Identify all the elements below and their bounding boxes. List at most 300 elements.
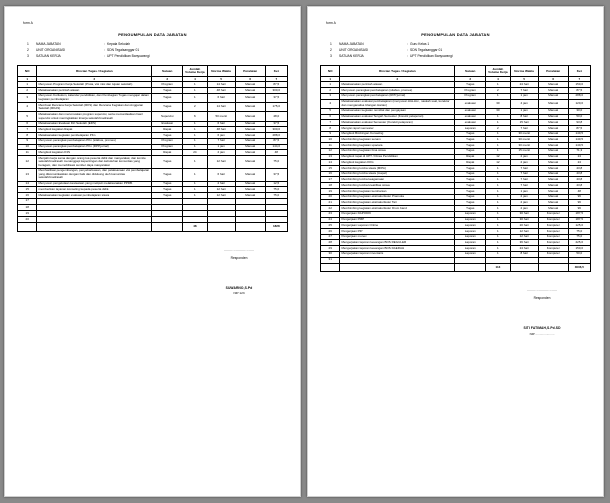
- meta-row-satuan-kerja: [27, 55, 288, 58]
- cell-peralatan: Manual: [538, 88, 568, 94]
- data-table-left: [17, 65, 288, 231]
- cell-norma: 7 hari: [510, 88, 538, 94]
- cell-peralatan: Manual: [538, 154, 568, 160]
- signature-dateline: ............................: [526, 287, 558, 292]
- cell-peralatan: Manual: [235, 181, 265, 187]
- cell-volume: 1: [183, 144, 207, 150]
- cell-ket: 43,8: [568, 171, 590, 177]
- meta-label: NAMA JABATAN: [36, 42, 61, 46]
- cell-satuan: Laporan: [455, 246, 486, 252]
- cell-peralatan: Manual: [235, 155, 265, 168]
- signature-role: Responden: [230, 255, 248, 260]
- cell-no: 24: [321, 217, 340, 223]
- table-total-row: [18, 223, 288, 231]
- total-ket: 3036,5: [568, 263, 590, 271]
- document-page-left: [4, 6, 301, 497]
- cell-no: 1: [18, 82, 37, 88]
- total-vol: 113: [486, 263, 510, 271]
- cell-no: 21: [321, 200, 340, 206]
- cell-peralatan: Manual: [235, 144, 265, 150]
- table-row: [18, 112, 288, 121]
- meta-value-nama-jabatan: Guru Kelas 1: [410, 42, 430, 46]
- col-header-no: NO: [321, 66, 340, 77]
- cell-description: Membuat Rencana Kerja Sekolah (RKS) dan Rencana Kegiatan dan Anggaran Sekolah (RKAS): [37, 103, 152, 112]
- cell-ket: 140,5: [568, 143, 590, 149]
- cell-ket: 87,5: [568, 88, 590, 94]
- cell-satuan: Tugas: [455, 143, 486, 149]
- cell-description: Membimbing kegiatan upacara: [340, 143, 455, 149]
- cell-volume: 1: [486, 183, 510, 189]
- cell-volume: 1: [486, 223, 510, 229]
- cell-satuan: Program: [455, 93, 486, 99]
- cell-ket: 96: [568, 200, 590, 206]
- cell-ket: 187,5: [568, 217, 590, 223]
- cell-satuan: Program: [455, 88, 486, 94]
- cell-norma: 6 hari: [207, 121, 235, 127]
- cell-description: Menyusun pengelolaan kesiswaan yang meliputi melaksanakan PPDB.: [37, 181, 152, 187]
- cell-peralatan: Manual: [538, 206, 568, 212]
- cell-no: 7: [321, 120, 340, 126]
- cell-description: Membimbing kegiatan ekstrakurikuler Tari: [340, 200, 455, 206]
- cell-ket: 24: [568, 154, 590, 160]
- cell-description: Melaksanakan kegiatan remidial dan pengayaan: [340, 108, 455, 114]
- cell-ket: 150,0: [568, 246, 590, 252]
- cell-description: Pengerjaan DAPODIK: [340, 211, 455, 217]
- cell-satuan: Tugas: [455, 171, 486, 177]
- total-satuan: [455, 263, 486, 271]
- col-num-2: 2: [37, 77, 152, 82]
- cell-ket: 50,0: [568, 114, 590, 120]
- cell-description: memberikan layanan konseling kepada peserta didik.: [37, 187, 152, 193]
- cell-ket: 75,0: [265, 155, 287, 168]
- cell-satuan: Tugas: [455, 166, 486, 172]
- cell-satuan: Laporan: [455, 217, 486, 223]
- col-num-4: 4: [183, 77, 207, 82]
- cell-description: Melaksanakan dan merumuskan program supervisi, serta memanfaatkan hasil supervisi untuk meningkatkan kinerja sekolah/madrasah: [37, 112, 152, 121]
- cell-satuan: evaluasi: [455, 120, 486, 126]
- cell-ket: 37,5: [265, 93, 287, 102]
- cell-description: Mengikuti kegiatan K3S: [37, 150, 152, 156]
- cell-peralatan: Manual: [538, 194, 568, 200]
- cell-description: Melaksanakan perintah atasan: [340, 82, 455, 88]
- cell-no: 9: [18, 138, 37, 144]
- cell-satuan: Laporan: [455, 126, 486, 132]
- cell-peralatan: Komputer: [538, 246, 568, 252]
- cell-no: 3: [321, 93, 340, 99]
- cell-satuan: Tugas: [455, 206, 486, 212]
- cell-volume: 1: [486, 217, 510, 223]
- meta-label: UNIT ORGANISASI: [339, 47, 369, 52]
- cell-volume: 1: [183, 82, 207, 88]
- cell-norma: 1 jam: [207, 144, 235, 150]
- cell-no: 9: [321, 131, 340, 137]
- signature-dateline: ............................: [223, 247, 255, 252]
- cell-satuan: evaluasi: [455, 108, 486, 114]
- cell-satuan: Laporan: [455, 251, 486, 257]
- cell-peralatan: Manual: [538, 188, 568, 194]
- cell-ket: 43,8: [568, 177, 590, 183]
- cell-peralatan: Manual: [538, 93, 568, 99]
- cell-peralatan: Komputer: [538, 223, 568, 229]
- table-row: [18, 168, 288, 181]
- cell-norma: 7 hari: [510, 166, 538, 172]
- cell-volume: 1: [486, 177, 510, 183]
- cell-norma: 20 hari: [510, 223, 538, 229]
- meta-block-left: [27, 43, 288, 58]
- cell-peralatan: Manual: [235, 150, 265, 156]
- cell-norma: 30 hari: [510, 217, 538, 223]
- table-row: [321, 99, 591, 108]
- cell-no: 4: [321, 99, 340, 108]
- col-num-6: 6: [235, 77, 265, 82]
- col-num-5: 5: [510, 77, 538, 82]
- cell-description: Menyusun Kurikulum, kalender pendidikan, dan Pembagian Tugas mengajar dalam kegiatan pembelajaran: [37, 93, 152, 102]
- cell-no: 26: [321, 228, 340, 234]
- meta-colon: :: [407, 42, 408, 46]
- cell-volume: 24: [183, 150, 207, 156]
- meta-colon: :: [104, 47, 105, 52]
- meta-value-satuan-kerja: UPT Pendidikan Banyuwangi: [410, 53, 453, 58]
- cell-norma: 24 hari: [510, 246, 538, 252]
- cell-norma: 2 jam: [510, 194, 538, 200]
- cell-volume: 2: [486, 126, 510, 132]
- cell-no: 5: [321, 108, 340, 114]
- cell-description: Membimbing kegiatan senam: [340, 137, 455, 143]
- cell-no: 20: [18, 217, 37, 223]
- cell-peralatan: Manual: [538, 177, 568, 183]
- cell-no: 23: [321, 211, 340, 217]
- cell-description: Melaksanakan evaluasi pembelajaran (menyusun kiisi-kisi , naskah soal, korektor dan menganalisa Ulangan Harian): [340, 99, 455, 108]
- cell-no: 25: [321, 223, 340, 229]
- meta-row-satuan-kerja: [330, 55, 591, 58]
- meta-colon: :: [104, 42, 105, 46]
- cell-no: 16: [321, 171, 340, 177]
- col-header-desc: Rincian Tugas / Kegiatan: [340, 66, 455, 77]
- cell-description: Melaksanakan evaluasi Semester (Korektr,pelaporan): [340, 120, 455, 126]
- cell-satuan: Tugas: [455, 131, 486, 137]
- cell-norma: 2 jam: [510, 160, 538, 166]
- cell-peralatan: Manual: [538, 200, 568, 206]
- meta-index: 2: [330, 47, 332, 52]
- cell-norma: 12 hari: [510, 234, 538, 240]
- cell-peralatan: Manual: [538, 114, 568, 120]
- cell-norma: 2 hari: [207, 181, 235, 187]
- cell-satuan: Tugas: [152, 103, 183, 112]
- cell-ket: 288,0: [265, 133, 287, 139]
- cell-volume: 1: [183, 168, 207, 181]
- cell-volume: 1: [183, 127, 207, 133]
- cell-satuan: evaluasi: [455, 99, 486, 108]
- cell-description: Membimbing lomba siswa (mapel): [340, 171, 455, 177]
- cell-satuan: Tugas: [455, 177, 486, 183]
- cell-norma: 12 hari: [207, 192, 235, 198]
- cell-ket: 125,0: [568, 223, 590, 229]
- cell-satuan: Laporan: [455, 240, 486, 246]
- cell-description: Mengikuti rapat di UPT / Dinas Pendidikan: [340, 154, 455, 160]
- table-row: [18, 103, 288, 112]
- cell-no: 15: [321, 166, 340, 172]
- cell-ket: 50,0: [568, 251, 590, 257]
- cell-norma: 14 hari: [207, 82, 235, 88]
- signature-nip-left: NIP 123: [233, 291, 245, 296]
- cell-volume: 1: [486, 240, 510, 246]
- cell-ket: 48: [568, 188, 590, 194]
- cell-satuan: Tugas: [152, 155, 183, 168]
- cell-no: 10: [321, 137, 340, 143]
- cell-norma: 6 hari: [207, 93, 235, 102]
- cell-satuan: Rapat: [152, 150, 183, 156]
- meta-value-satuan-kerja: UPT Pendidikan Banyuwangi: [107, 53, 150, 58]
- meta-value-unit-organisasi: SDN Tegalsanggar 01: [107, 47, 140, 52]
- cell-satuan: Rapat: [455, 160, 486, 166]
- cell-volume: 1: [486, 114, 510, 120]
- cell-no: 31: [321, 257, 340, 263]
- cell-description: Menjalin kerja sama dengan orang tua peserta didik dan masyarakat, dan komite sekolah/madrasah menanggapi kepentingan dan kebutuhan komunitas yang beragam, dan memobilisasi sumber daya masyarakat: [37, 155, 152, 168]
- cell-no: 6: [18, 121, 37, 127]
- cell-satuan: Tugas: [152, 181, 183, 187]
- cell-peralatan: Komputer: [538, 234, 568, 240]
- cell-ket: 87,5: [265, 82, 287, 88]
- col-header-satuan: Satuan: [152, 66, 183, 77]
- cell-no: 11: [18, 150, 37, 156]
- cell-peralatan: Manual: [235, 127, 265, 133]
- cell-description: Membimbing lomba kreatifitas siswa: [340, 183, 455, 189]
- cell-peralatan: Manual: [538, 126, 568, 132]
- cell-no: 17: [18, 198, 37, 204]
- cell-norma: 12 hari: [207, 187, 235, 193]
- cell-norma: 6 jam: [207, 133, 235, 139]
- cell-peralatan: Manual: [538, 82, 568, 88]
- cell-satuan: Tugas: [152, 93, 183, 102]
- col-header-volume: Jumlah Volume Kerja: [183, 66, 207, 77]
- cell-volume: 12: [486, 160, 510, 166]
- cell-satuan: Laporan: [455, 234, 486, 240]
- cell-satuan: Rapat: [152, 127, 183, 133]
- cell-volume: 1: [486, 251, 510, 257]
- cell-volume: 1: [486, 206, 510, 212]
- cell-peralatan: Manual: [538, 137, 568, 143]
- meta-index: 2: [27, 47, 29, 52]
- cell-norma: 30 menit: [510, 131, 538, 137]
- cell-satuan: evaluasi: [455, 114, 486, 120]
- cell-peralatan: Manual: [235, 192, 265, 198]
- cell-satuan: Laporan: [455, 223, 486, 229]
- cell-norma: 4 jam: [510, 99, 538, 108]
- cell-volume: 1: [486, 228, 510, 234]
- cell-no: 18: [321, 183, 340, 189]
- cell-norma: 48 hari: [207, 127, 235, 133]
- cell-ket: 140,5: [568, 131, 590, 137]
- col-num-2: 2: [340, 77, 455, 82]
- data-table-right: [320, 65, 591, 272]
- cell-no: 13: [18, 168, 37, 181]
- cell-volume: 1: [183, 187, 207, 193]
- cell-ket: 140,5: [568, 137, 590, 143]
- signature-nip-right: NIP ......................: [529, 331, 555, 336]
- cell-no: 3: [18, 93, 37, 102]
- cell-ket: 87,5: [265, 138, 287, 144]
- meta-row-nama-jabatan: [27, 43, 288, 46]
- cell-no: 1: [321, 82, 340, 88]
- cell-ket: 120,0: [568, 99, 590, 108]
- cell-satuan: Tugas: [455, 200, 486, 206]
- meta-value-unit-organisasi: SDN Tegalsanggar 01: [410, 47, 443, 52]
- cell-peralatan: Manual: [235, 93, 265, 102]
- col-header-peralatan: Peralatan: [538, 66, 568, 77]
- cell-ket: 37,5: [265, 121, 287, 127]
- cell-no: 13: [321, 154, 340, 160]
- col-header-ket: Ket: [568, 66, 590, 77]
- cell-no: 30: [321, 251, 340, 257]
- cell-norma: 15 hari: [510, 120, 538, 126]
- cell-peralatan: Manual: [235, 103, 265, 112]
- col-header-satuan: Satuan: [455, 66, 486, 77]
- cell-no: 15: [18, 187, 37, 193]
- cell-no: 12: [321, 148, 340, 154]
- cell-description: Membimbing kegiatan ekstrakurikuler Drum band: [340, 206, 455, 212]
- cell-volume: 1: [486, 137, 510, 143]
- cell-description: Membimbing kegiatan bina siswa: [340, 148, 455, 154]
- cell-ket: 75,0: [265, 192, 287, 198]
- cell-no: 12: [18, 155, 37, 168]
- total-no: [321, 263, 340, 271]
- cell-peralatan: Manual: [235, 168, 265, 181]
- form-tag-left: form A: [23, 21, 33, 25]
- col-num-1: 1: [321, 77, 340, 82]
- page-title-left: PENGUMPULAN DATA JABATAN: [118, 32, 187, 37]
- cell-description: Memfasilitasi pengembangan, penyebarluasan, dan pelaksanaan visi pembelajaran yang dikomunikasikan dengan baik dan didukung oleh komunitas sekolah/madrasah: [37, 168, 152, 181]
- cell-norma: 8 hari: [510, 251, 538, 257]
- cell-norma: 7 hari: [510, 126, 538, 132]
- cell-norma: 2 jam: [207, 150, 235, 156]
- col-header-volume: Jumlah Volume Kerja: [486, 66, 510, 77]
- meta-index: 3: [27, 53, 29, 58]
- cell-peralatan: Manual: [538, 183, 568, 189]
- cell-volume: 1: [183, 121, 207, 127]
- cell-volume: 1: [486, 246, 510, 252]
- meta-label: SATUAN KERJA: [339, 53, 364, 58]
- cell-peralatan: Manual: [538, 148, 568, 154]
- cell-description: Membimbing lomba keagamaan: [340, 177, 455, 183]
- cell-ket: 75,0: [568, 234, 590, 240]
- form-tag-right: form A: [326, 21, 336, 25]
- col-num-5: 5: [207, 77, 235, 82]
- cell-ket: 48,0: [265, 112, 287, 121]
- cell-peralatan: Manual: [538, 131, 568, 137]
- cell-satuan: Tugas: [152, 187, 183, 193]
- cell-satuan: Tugas: [455, 137, 486, 143]
- cell-satuan: Tugas: [455, 194, 486, 200]
- cell-volume: 1: [486, 131, 510, 137]
- document-page-right: [307, 6, 604, 497]
- cell-description: Mengerjakan laporan keuangan BOS REGULER: [340, 240, 455, 246]
- cell-ket: 75,0: [265, 187, 287, 193]
- cell-ket: 87,5: [568, 126, 590, 132]
- cell-volume: 6: [183, 112, 207, 121]
- cell-description: Mengisi raport semester: [340, 126, 455, 132]
- col-num-4: 4: [486, 77, 510, 82]
- cell-norma: 36 hari: [510, 240, 538, 246]
- cell-volume: 1: [183, 93, 207, 102]
- cell-volume: 1: [486, 143, 510, 149]
- cell-description: Melaksanakan Evaluasi Diri Sekolah (EDS): [37, 121, 152, 127]
- cell-description: Mengikuti Bimbingan Konseling: [340, 131, 455, 137]
- table-header-row: [18, 66, 288, 77]
- cell-ket: 150,0: [568, 82, 590, 88]
- cell-ket: 75,0: [568, 228, 590, 234]
- cell-volume: 30: [486, 108, 510, 114]
- cell-volume: 1: [486, 200, 510, 206]
- cell-no: 10: [18, 144, 37, 150]
- cell-norma: 30 menit: [510, 143, 538, 149]
- cell-norma: 50 menit: [207, 112, 235, 121]
- meta-value-nama-jabatan: Kepala Sekolah: [107, 42, 131, 46]
- cell-norma: 14 hari: [207, 103, 235, 112]
- cell-no: 14: [321, 160, 340, 166]
- meta-index: 1: [330, 42, 332, 46]
- cell-ket: 225,0: [568, 240, 590, 246]
- signature-role: Responden: [533, 295, 551, 300]
- cell-no: 27: [321, 234, 340, 240]
- cell-volume: 1: [183, 88, 207, 94]
- col-header-norma: Norma Waktu: [510, 66, 538, 77]
- cell-satuan: Rapat: [455, 154, 486, 160]
- cell-no: 19: [18, 211, 37, 217]
- signature-block-right: [320, 288, 591, 336]
- table-row: [18, 93, 288, 102]
- cell-ket: 175,0: [265, 103, 287, 112]
- cell-peralatan: Manual: [538, 166, 568, 172]
- total-ket: 1828: [265, 223, 287, 231]
- cell-norma: 2 jam: [510, 154, 538, 160]
- cell-volume: 1: [486, 171, 510, 177]
- cell-satuan: Program: [152, 138, 183, 144]
- col-num-3: 3: [455, 77, 486, 82]
- meta-row-nama-jabatan: [330, 43, 591, 46]
- meta-label: SATUAN KERJA: [36, 53, 61, 58]
- cell-description: Melaksanakan evaluasi Tengah Semester (Korektr,pelaporan): [340, 114, 455, 120]
- cell-peralatan: Manual: [538, 99, 568, 108]
- cell-peralatan: Manual: [235, 121, 265, 127]
- cell-satuan: Tugas: [455, 183, 486, 189]
- cell-norma: 7 hari: [207, 138, 235, 144]
- cell-volume: 1: [486, 93, 510, 99]
- cell-peralatan: Komputer: [538, 228, 568, 234]
- cell-description: Pengerjaan monev: [340, 234, 455, 240]
- cell-norma: 7 hari: [510, 177, 538, 183]
- cell-description: Mengerjakan laporan inventaris: [340, 251, 455, 257]
- total-per: [235, 223, 265, 231]
- cell-volume: 1: [486, 148, 510, 154]
- cell-ket: 24: [568, 160, 590, 166]
- cell-volume: 1: [183, 133, 207, 139]
- cell-no: 4: [18, 103, 37, 112]
- cell-description: Membimbing kegiatan ekstrakurikuler Pramuka: [340, 194, 455, 200]
- cell-no: 2: [321, 88, 340, 94]
- cell-norma: 8 hari: [510, 114, 538, 120]
- cell-no: 28: [321, 240, 340, 246]
- total-satuan: [152, 223, 183, 231]
- cell-description: Menyusun perangkat pembelajaran (silabus, promes): [340, 88, 455, 94]
- cell-satuan: Supervisi: [152, 112, 183, 121]
- cell-no: 2: [18, 88, 37, 94]
- cell-satuan: Tugas: [152, 192, 183, 198]
- cell-volume: 1: [486, 166, 510, 172]
- col-num-3: 3: [152, 77, 183, 82]
- table-header-row: [321, 66, 591, 77]
- col-header-peralatan: Peralatan: [235, 66, 265, 77]
- cell-no: 5: [18, 112, 37, 121]
